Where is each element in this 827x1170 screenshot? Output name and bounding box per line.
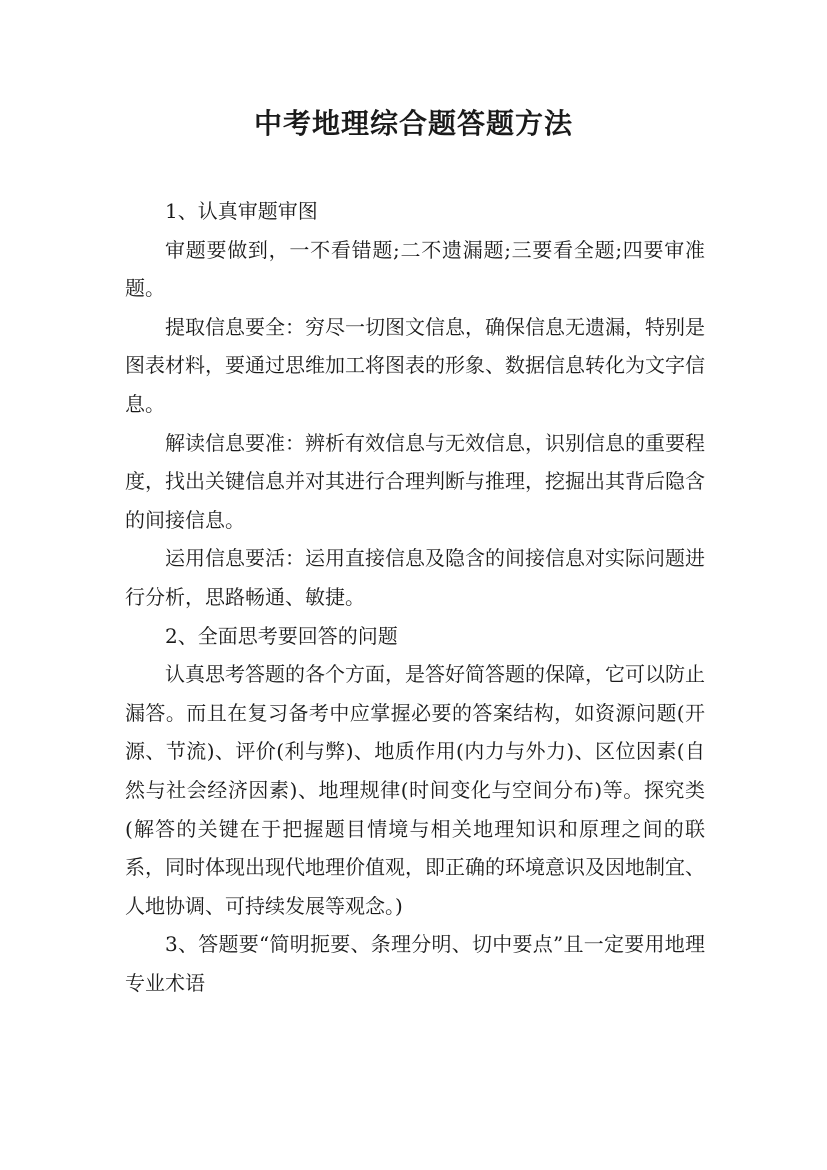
heading-1: 1、认真审题审图: [165, 199, 318, 223]
paragraph-interpret-info: 解读信息要准：辨析有效信息与无效信息，识别信息的重要程度，找出关键信息并对其进行合理判断与推理，挖掘出其背后隐含的间接信息。: [125, 430, 705, 532]
heading-3: 3、答题要“简明扼要、条理分明、切中要点”且一定要用地理专业术语: [125, 932, 705, 995]
document-body: [125, 192, 705, 1002]
document-title: 中考地理综合题答题方法: [253, 107, 573, 140]
paragraph-extract-info: 提取信息要全：穷尽一切图文信息，确保信息无遗漏，特别是图表材料，要通过思维加工将图表的形象、数据信息转化为文字信息。: [125, 314, 705, 416]
paragraph-think-thoroughly: 认真思考答题的各个方面，是答好简答题的保障，它可以防止漏答。而且在复习备考中应掌握必要的答案结构，如资源问题(开源、节流)、评价(利与弊)、地质作用(内力与外力)、区位因素(自然与社会经济因素)、地理规律(时间变化与空间分布)等。探究类(解答的关键在于把握题目情境与相关地理知识和原理之间的联系，同时体现出现代地理价值观，即正确的环境意识及因地制宜、人地协调、可持续发展等观念。): [125, 662, 705, 918]
paragraph-apply-info: 运用信息要活：运用直接信息及隐含的间接信息对实际问题进行分析，思路畅通、敏捷。: [125, 546, 705, 609]
paragraph-review: 审题要做到，一不看错题;二不遗漏题;三要看全题;四要审准题。: [125, 237, 705, 301]
heading-2: 2、全面思考要回答的问题: [165, 623, 398, 648]
